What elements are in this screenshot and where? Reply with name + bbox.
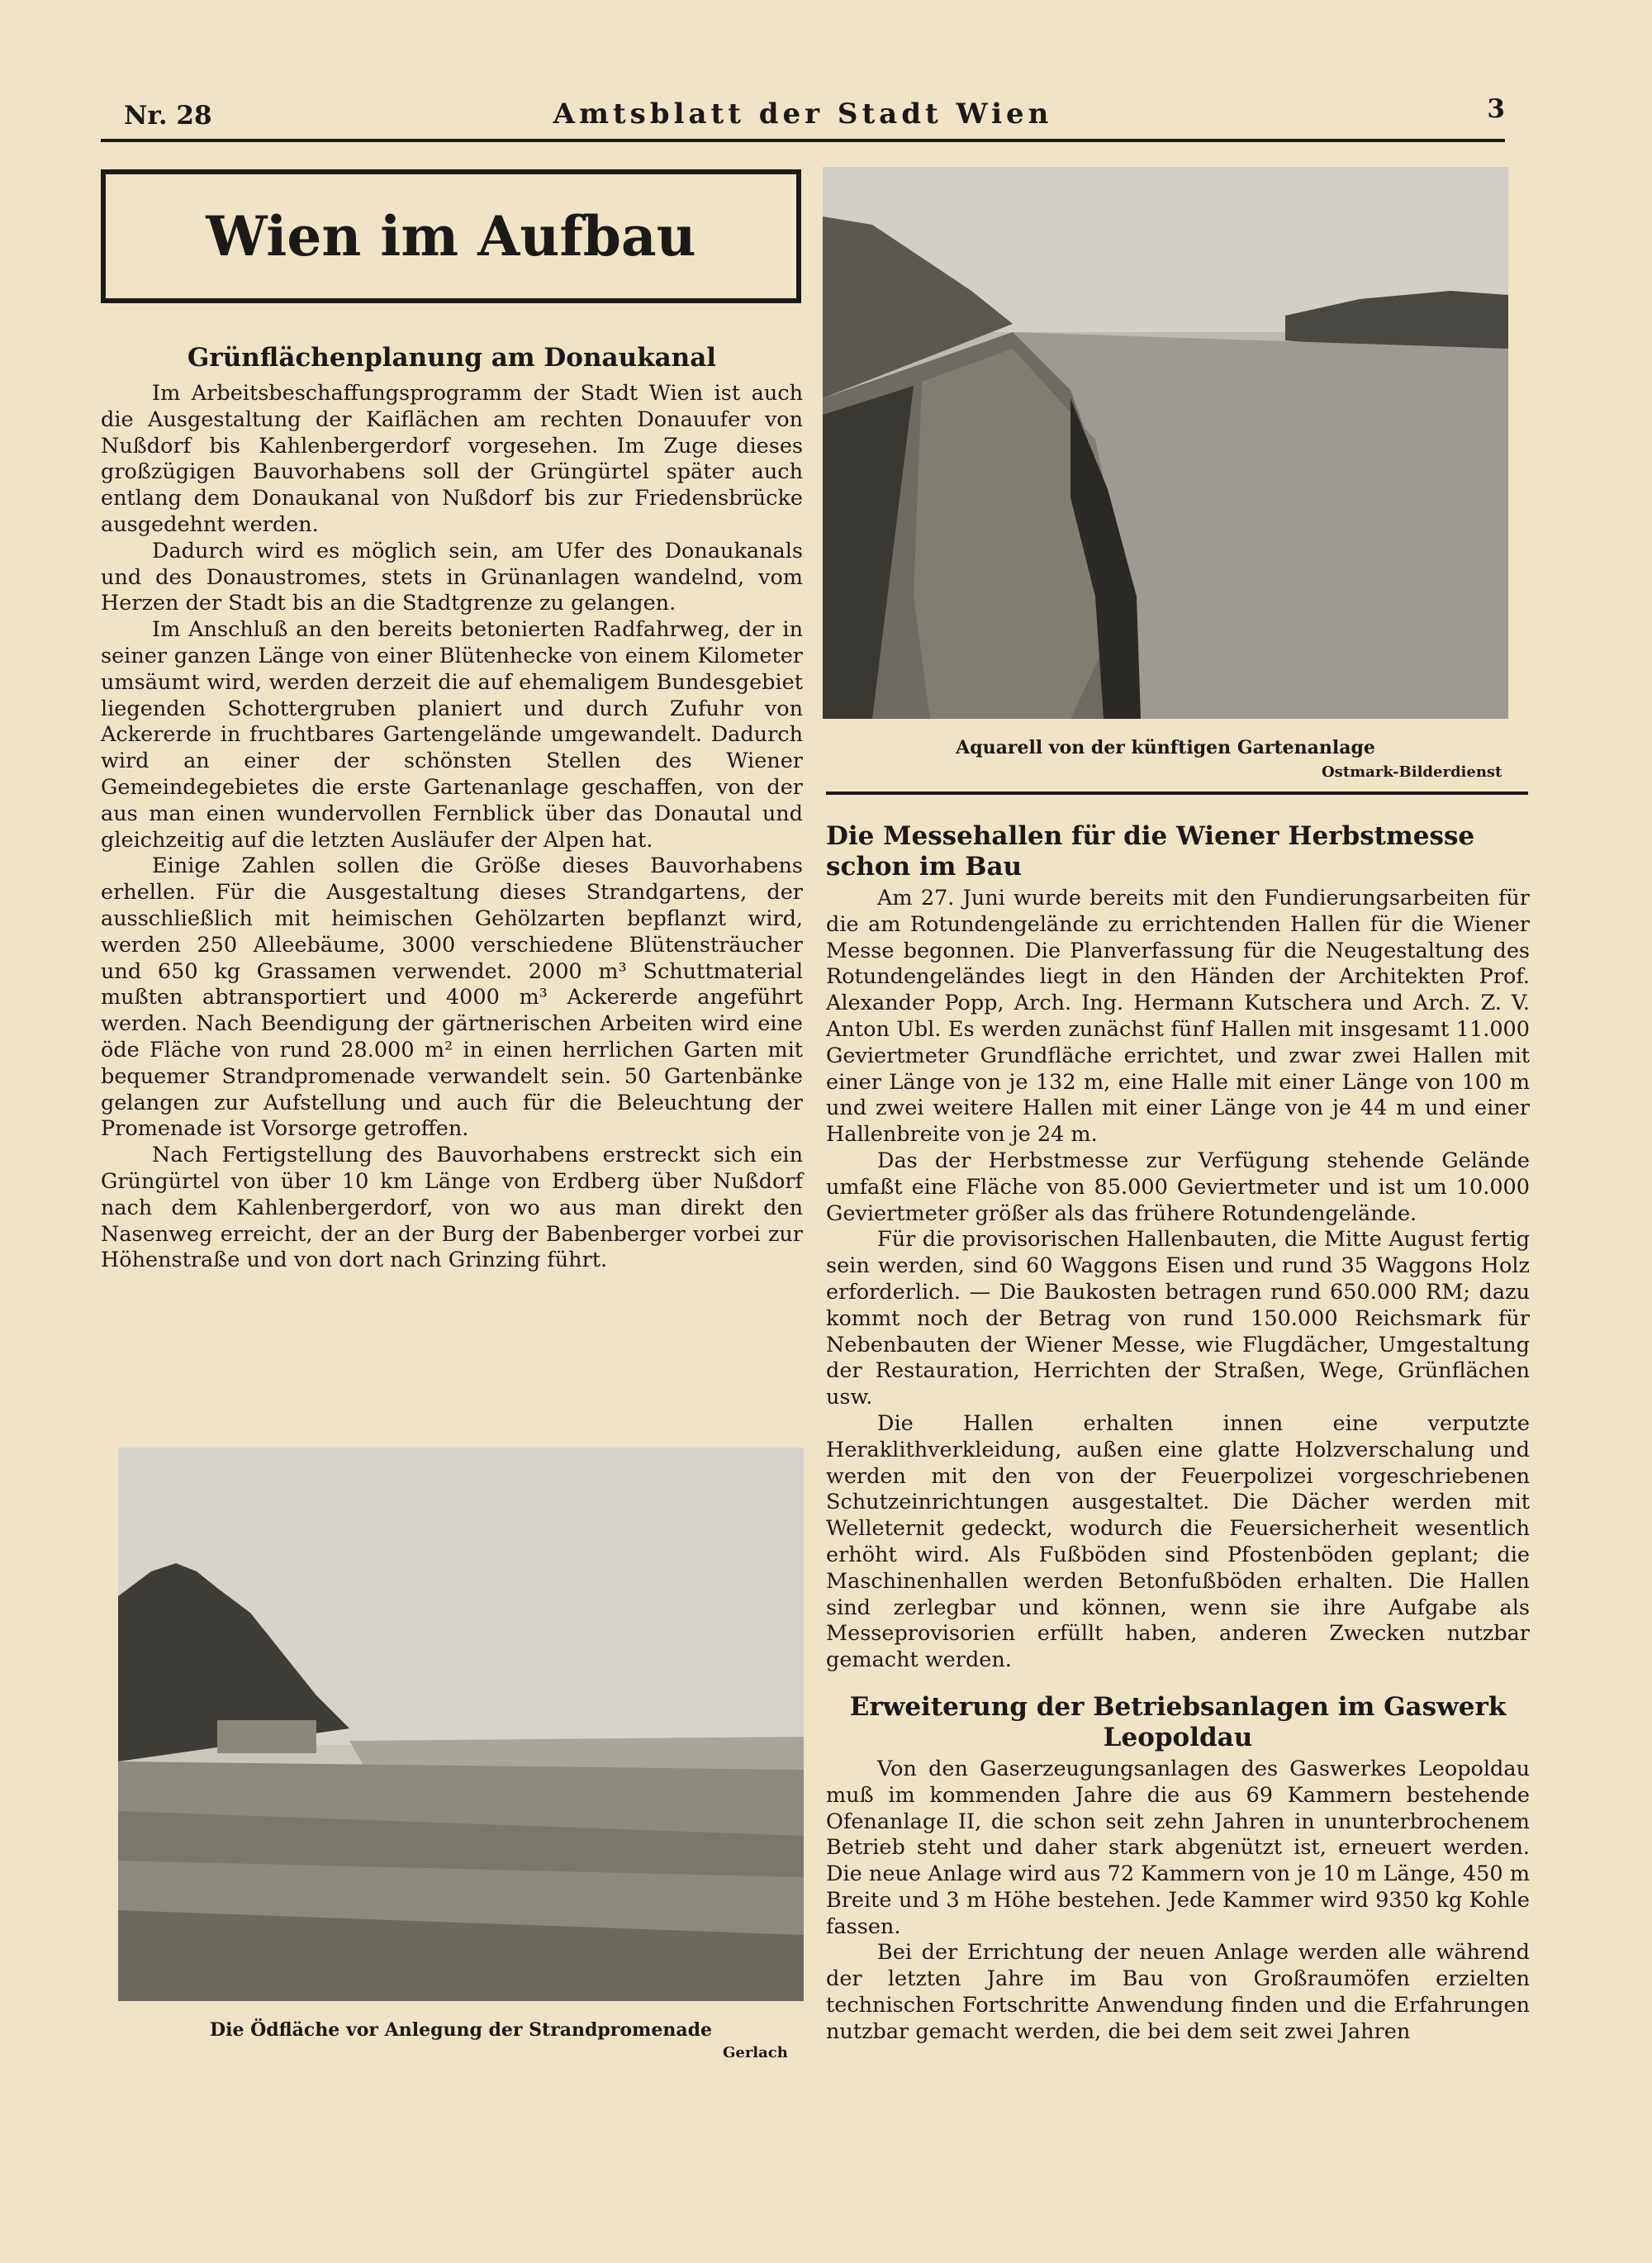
photo-credit-wasteland: Gerlach: [723, 2044, 788, 2061]
article-heading-gaswerk: Erweiterung der Betriebsanlagen im Gaswerk Leopoldau: [849, 1691, 1507, 1752]
article-paragraph: Bei der Errichtung der neuen Anlage werden alle während der letzten Jahre im Bau von Großraumöfen erzielten technischen Fortschritte Anwendung finden und die Erfahrungen nutzbar gemacht werden, die bei dem seit zwei Jahren: [826, 1940, 1530, 2044]
article-paragraph: Am 27. Juni wurde bereits mit den Fundierungsarbeiten für die am Rotundengelände zu errichtenden Hallen für die Wiener Messe begonnen. Die Planverfassung für die Neugestaltung des Rotundengeländes liegt in den Händen der Architekten Prof. Alexander Popp, Arch. Ing. Hermann Kutschera und Arch. Z. V. Anton Ubl. Es werden zunächst fünf Hallen mit insgesamt 11.000 Geviertmeter Grundfläche errichtet, und zwar zwei Hallen mit einer Länge von je 132 m, eine Halle mit einer Länge von 100 m und zwei weitere Hallen mit einer Länge von je 44 m und einer Hallenbreite von je 24 m.: [826, 886, 1530, 1148]
photo-caption-wasteland: Die Ödfläche vor Anlegung der Strandpromenade: [210, 2019, 712, 2041]
publication-title: Amtsblatt der Stadt Wien: [553, 97, 1053, 131]
header-rule: [101, 139, 1505, 142]
article-paragraph: Von den Gaserzeugungsanlagen des Gaswerkes Leopoldau muß im kommenden Jahre die aus 69 Kammern bestehende Ofenanlage II, die schon seit zehn Jahren in ununterbrochenem Betrieb steht und daher stark abgenützt ist, erneuert werden. Die neue Anlage wird aus 72 Kammern von je 10 m Länge, 450 m Breite und 3 m Höhe bestehen. Jede Kammer wird 9350 kg Kohle fassen.: [826, 1756, 1530, 1939]
article-paragraph: Das der Herbstmesse zur Verfügung stehende Gelände umfaßt eine Fläche von 85.000 Geviertmeter und ist um 10.000 Geviertmeter größer als das frühere Rotundengelände.: [826, 1148, 1530, 1226]
article-heading-messehallen: Die Messehallen für die Wiener Herbstmesse schon im Bau: [826, 821, 1475, 882]
left-column: [101, 169, 803, 1274]
article-paragraph: Dadurch wird es möglich sein, am Ufer des Donaukanals und des Donaustromes, stets in Grünanlagen wandelnd, vom Herzen der Stadt bis an die Stadtgrenze zu gelangen.: [101, 538, 803, 616]
article-paragraph: Einige Zahlen sollen die Größe dieses Bauvorhabens erhellen. Für die Ausgestaltung dieses Strandgartens, der ausschließlich mit heimischen Gehölzarten bepflanzt wird, werden 250 Alleebäume, 3000 verschiedene Blütensträucher und 650 kg Grassamen verwendet. 2000 m³ Schuttmaterial mußten abtransportiert und 4000 m³ Ackererde angeführt werden. Nach Beendigung der gärtnerischen Arbeiten wird eine öde Fläche von rund 28.000 m² in einen herrlichen Garten mit bequemer Strandpromenade verwandelt sein. 50 Gartenbänke gelangen zur Aufstellung und auch für die Beleuchtung der Promenade ist Vorsorge getroffen.: [101, 853, 803, 1142]
article-paragraph: Im Anschluß an den bereits betonierten Radfahrweg, der in seiner ganzen Länge von einer Blütenhecke von einem Kilometer umsäumt wird, werden derzeit die auf ehemaligem Bundesgebiet liegenden Schottergruben planiert und durch Zufuhr von Ackererde in fruchtbares Gartengelände umgewandelt. Dadurch wird an einer der schönsten Stellen des Wiener Gemeindegebietes die erste Gartenanlage geschaffen, von der aus man einen wundervollen Fernblick über das Donautal und gleichzeitig auf die letzten Ausläufer der Alpen hat.: [101, 617, 803, 853]
column-rule: [826, 792, 1528, 795]
page-header: [101, 93, 1505, 142]
article-paragraph: Für die provisorischen Hallenbauten, die Mitte August fertig sein werden, sind 60 Waggons Eisen und rund 35 Waggons Holz erforderlich. — Die Baukosten betragen rund 650.000 RM; dazu kommt noch der Betrag von rund 150.000 Reichsmark für Nebenbauten der Wiener Messe, wie Flugdächer, Umgestaltung der Restauration, Herrichten der Straßen, Wege, Grünflächen usw.: [826, 1227, 1530, 1410]
article-paragraph: Die Hallen erhalten innen eine verputzte Heraklithverkleidung, außen eine glatte Holzverschalung und werden mit den von der Feuerpolizei vorgeschriebenen Schutzeinrichtungen ausgestaltet. Die Dächer werden mit Welleternit gedeckt, wodurch die Feuersicherheit wesentlich erhöht wird. Als Fußböden sind Pfostenböden geplant; die Maschinenhallen werden Betonfußböden erhalten. Die Hallen sind zerlegbar und können, wenn sie ihre Aufgabe als Messeprovisorien erfüllt haben, anderen Zwecken nutzbar gemacht werden.: [826, 1410, 1530, 1673]
page-number: 3: [1487, 94, 1505, 124]
wasteland-photo: [118, 1448, 804, 2001]
article-heading-gruenflaechen: Grünflächenplanung am Donaukanal: [187, 343, 717, 373]
photo-caption-watercolor: Aquarell von der künftigen Gartenanlage: [956, 737, 1375, 758]
article-paragraph: Nach Fertigstellung des Bauvorhabens erstreckt sich ein Grüngürtel von über 10 km Länge von Erdberg über Nußdorf nach dem Kahlenbergerdorf, von wo aus man direkt den Nasenweg erreicht, der an der Burg der Babenberger vorbei zur Höhenstraße und von dort nach Grinzing führt.: [101, 1143, 803, 1273]
watercolor-garden-photo: [823, 167, 1508, 719]
section-title: Wien im Aufbau: [101, 169, 801, 303]
article-paragraph: Im Arbeitsbeschaffungsprogramm der Stadt Wien ist auch die Ausgestaltung der Kaiflächen am rechten Donauufer von Nußdorf bis Kahlenbergerdorf vorgesehen. Im Zuge dieses großzügigen Bauvorhabens soll der Grüngürtel später auch entlang dem Donaukanal von Nußdorf bis zur Friedensbrücke ausgedehnt werden.: [101, 381, 803, 537]
issue-number: Nr. 28: [124, 101, 212, 131]
photo-credit-watercolor: Ostmark-Bilderdienst: [1322, 763, 1502, 781]
right-column: [826, 803, 1530, 2046]
